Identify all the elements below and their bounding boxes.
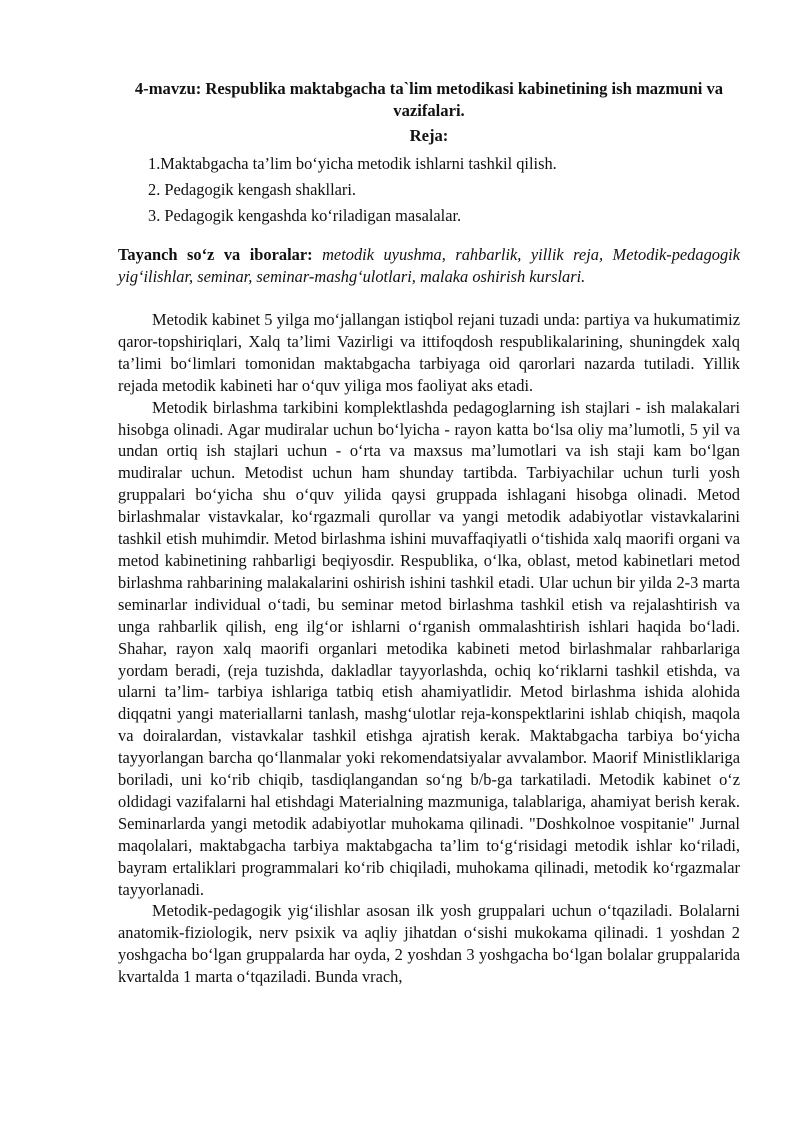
plan-list: [148, 151, 557, 229]
keywords-paragraph: [118, 244, 740, 288]
body-text: [118, 309, 740, 988]
document-title: 4-mavzu: Respublika maktabgacha ta`lim metodikasi kabinetining ish mazmuni va vazifalari.: [134, 79, 724, 120]
body-paragraph: Metodik-pedagogik yig‘ilishlar asosan ilk yosh gruppalari uchun o‘tqaziladi. Bolalarni anatomik-fiziologik, nerv psixik va aqliy jihatdan o‘sishi mukokama qilinadi. 1 yoshdan 2 yoshgacha bo‘lgan gruppalarda har oyda, 2 yoshdan 3 yoshgacha bo‘lgan bolalar gruppalarida kvartalda 1 marta o‘tqaziladi. Bunda vrach,: [118, 901, 740, 987]
plan-heading: Reja:: [409, 126, 449, 145]
body-paragraph: Metodik birlashma tarkibini komplektlashda pedagoglarning ish stajlari - ish malakalari hisobga olinadi. Agar mudiralar uchun bo‘lyicha - rayon katta bo‘lsa oliy ma’lumotli, 5 yil va undan ortiq ish stajlari uchun - o‘rta va maxsus ma’lumotlari va ish staji kam bo‘lgan mudiralar uchun. Metodist uchun ham shunday tartibda. Tarbiyachilar uchun turli yosh gruppalari bo‘yicha shu o‘quv yilida qaysi gruppada ishlagani hisobga olinadi. Metod birlashmalar vistavkalar, ko‘rgazmali qurollar va yangi metodik adabiyotlar vistavkalarini tashkil etish muhimdir. Metod birlashma ishini muvaffaqiyatli o‘tishida xalq maorifi organi va metod kabinetining rahbarligi beqiyosdir. Respublika, o‘lka, oblast, metod kabinetlari metod birlashma rahbarining malakalarini oshirish ishini tashkil etadi. Ular uchun bir yilda 2-3 marta seminarlar individual o‘tadi, bu seminar metod birlashma tashkil etish va rejalashtirish va unga rahbarlik qilish, eng ilg‘or ishlarni o‘rganish ommalashtirish ishlari haqida bo‘ladi. Shahar, rayon xalq maorifi organlari metodika kabineti metod birlashmalar rahbarlariga yordam beradi, (reja tuzishda, dakladlar tayyorlashda, ochiq ko‘riklarni tashkil etishda, va ularni ta’lim- tarbiya ishlariga tatbiq etish ahamiyatlidir. Metod birlashma ishida alohida diqqatni yangi materiallarni tanlash, mashg‘ulotlar reja-konspektlarini ishlab chiqish, maqola va doiralardan, vistavkalar tashkil etishga ajratish kerak. Maktabgacha tarbiya bo‘yicha tayyorlangan barcha qo‘llanmalar yoki rekomendatsiyalar avvalambor. Maorif Ministliklariga boriladi, uni ko‘rib chiqib, tasdiqlangandan so‘ng b/b-ga tarkatiladi. Metodik kabinet o‘z oldidagi vazifalarni hal etishdagi Materialning mazmuniga, talablariga, ahamiyat berish kerak. Seminarlarda yangi metodik adabiyotlar muhokama qilinadi. "Doshkolnoe vospitanie" Jurnal maqolalari, maktabgacha tarbiya maktabgacha ta’lim to‘g‘risidagi metodik ishlar ko‘riladi, bayram ertaliklari programmalari ko‘rib chiqiladi, muhokama qilinadi, metodik ko‘rgazmalar tayyorlanadi.: [118, 397, 740, 899]
keywords-text: metodik uyushma, rahbarlik, yillik reja, Metodik-pedagogik yig‘ilishlar, seminar, seminar-mashg‘ulotlari, malaka oshirish kurslari.: [118, 245, 740, 286]
keywords-label: Tayanch so‘z va iboralar:: [118, 245, 313, 264]
plan-item: 1.Maktabgacha ta’lim bo‘yicha metodik ishlarni tashkil qilish.: [148, 154, 557, 173]
body-paragraph: Metodik kabinet 5 yilga mo‘jallangan istiqbol rejani tuzadi unda: partiya va hukumatimiz qaror-topshiriqlari, Xalq ta’limi Vazirligi va ittifoqdosh respublikalarining, shuningdek xalq ta’limi bo‘limlari tomonidan maktabgacha tarbiyaga oid qarorlari nazarda tutiladi. Yillik rejada metodik kabineti har o‘quv yiliga mos faoliyat aks etadi.: [118, 310, 740, 395]
plan-item: 2. Pedagogik kengash shakllari.: [148, 180, 357, 199]
plan-item: 3. Pedagogik kengashda ko‘riladigan masalalar.: [148, 206, 462, 225]
